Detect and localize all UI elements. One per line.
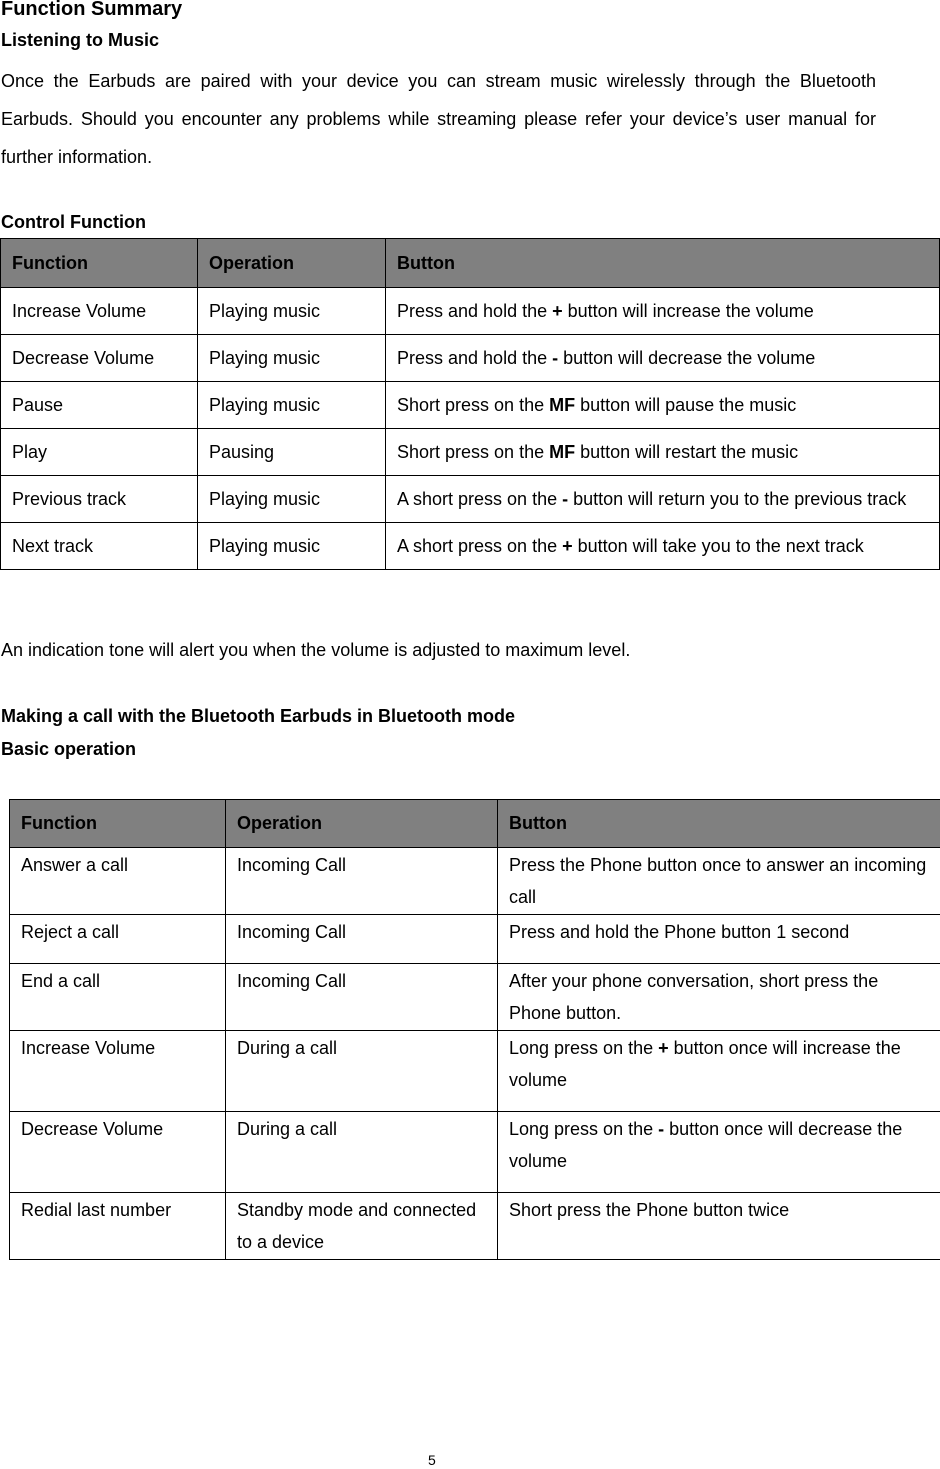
function-cell: Redial last number [10, 1193, 226, 1260]
function-cell: Previous track [1, 476, 198, 523]
button-cell [386, 382, 940, 429]
listening-music-title: Listening to Music [1, 30, 160, 50]
function-cell: Decrease Volume [10, 1112, 226, 1193]
table-row [1, 335, 940, 382]
basic-operation-title: Basic operation [1, 739, 137, 759]
table-row [1, 429, 940, 476]
button-text: button will increase the volume [562, 301, 814, 321]
button-text: button will return you to the previous track [568, 489, 907, 509]
button-cell [498, 1193, 940, 1260]
table-row [1, 288, 940, 335]
button-text: Press and hold the [397, 348, 553, 368]
table-row [10, 1031, 940, 1112]
function-cell: Increase Volume [1, 288, 198, 335]
button-cell [498, 915, 940, 964]
button-key: MF [549, 442, 576, 462]
button-key: - [552, 348, 559, 368]
column-header-function: Function [10, 800, 226, 848]
column-header-button: Button [386, 239, 940, 288]
column-header-operation: Operation [226, 800, 498, 848]
control-function-table [0, 238, 940, 570]
control-function-title: Control Function [1, 212, 146, 232]
button-text: Short press on the [397, 442, 550, 462]
button-text: button once will decrease the volume [509, 1119, 903, 1171]
table-row [1, 476, 940, 523]
button-text: Long press on the [509, 1038, 659, 1058]
function-cell: Answer a call [10, 848, 226, 915]
table-row [10, 1112, 940, 1193]
button-key: + [552, 301, 563, 321]
function-cell: Play [1, 429, 198, 476]
volume-tone-note: An indication tone will alert you when the volume is adjusted to maximum level. [1, 640, 631, 660]
button-key: MF [549, 395, 576, 415]
operation-cell: During a call [226, 1031, 498, 1112]
call-operation-table [9, 799, 940, 1260]
button-cell [498, 848, 940, 915]
operation-cell: Playing music [198, 288, 386, 335]
button-text: Short press on the [397, 395, 550, 415]
operation-cell: Playing music [198, 335, 386, 382]
button-cell [386, 523, 940, 570]
button-text: button once will increase the volume [509, 1038, 901, 1090]
making-call-title: Making a call with the Bluetooth Earbuds in Bluetooth mode [1, 706, 516, 726]
function-cell: Increase Volume [10, 1031, 226, 1112]
column-header-button: Button [498, 800, 940, 848]
page-number: 5 [428, 1452, 436, 1468]
button-text: Long press on the [509, 1119, 659, 1139]
button-text: Press and hold the [397, 301, 553, 321]
table-row [1, 382, 940, 429]
button-text: button will pause the music [575, 395, 797, 415]
button-key: + [562, 536, 573, 556]
operation-cell: Playing music [198, 523, 386, 570]
button-text: After your phone conversation, short press the Phone button. [509, 971, 879, 1023]
operation-cell: Incoming Call [226, 915, 498, 964]
function-cell: Decrease Volume [1, 335, 198, 382]
button-text: Press and hold the Phone button 1 second [509, 922, 850, 942]
operation-cell: During a call [226, 1112, 498, 1193]
button-cell [498, 1031, 940, 1112]
operation-cell: Standby mode and connected to a device [226, 1193, 498, 1260]
table-row [10, 1193, 940, 1260]
button-key: - [562, 489, 569, 509]
button-key: - [658, 1119, 665, 1139]
table-row [10, 848, 940, 915]
button-text: button will take you to the next track [572, 536, 864, 556]
button-cell [498, 964, 940, 1031]
button-cell [386, 476, 940, 523]
table-row [10, 964, 940, 1031]
operation-cell: Pausing [198, 429, 386, 476]
listening-music-text: Once the Earbuds are paired with your device you can stream music wirelessly through the Bluetooth Earbuds. Should you encounter any problems while streaming please refer your device’s user manual for further information. [1, 71, 876, 167]
button-text: A short press on the [397, 536, 563, 556]
operation-cell: Incoming Call [226, 848, 498, 915]
function-cell: Reject a call [10, 915, 226, 964]
button-cell [386, 335, 940, 382]
button-text: Short press the Phone button twice [509, 1200, 790, 1220]
button-text: Press the Phone button once to answer an incoming call [509, 855, 927, 907]
button-cell [386, 429, 940, 476]
button-text: button will restart the music [575, 442, 799, 462]
function-cell: End a call [10, 964, 226, 1031]
button-cell [498, 1112, 940, 1193]
page-heading: Function Summary [1, 0, 183, 20]
button-text: button will decrease the volume [558, 348, 816, 368]
button-key: + [658, 1038, 669, 1058]
operation-cell: Playing music [198, 476, 386, 523]
button-text: A short press on the [397, 489, 563, 509]
operation-cell: Incoming Call [226, 964, 498, 1031]
column-header-function: Function [1, 239, 198, 288]
table-row [1, 523, 940, 570]
operation-cell: Playing music [198, 382, 386, 429]
function-cell: Next track [1, 523, 198, 570]
table-row [10, 915, 940, 964]
column-header-operation: Operation [198, 239, 386, 288]
button-cell [386, 288, 940, 335]
function-cell: Pause [1, 382, 198, 429]
